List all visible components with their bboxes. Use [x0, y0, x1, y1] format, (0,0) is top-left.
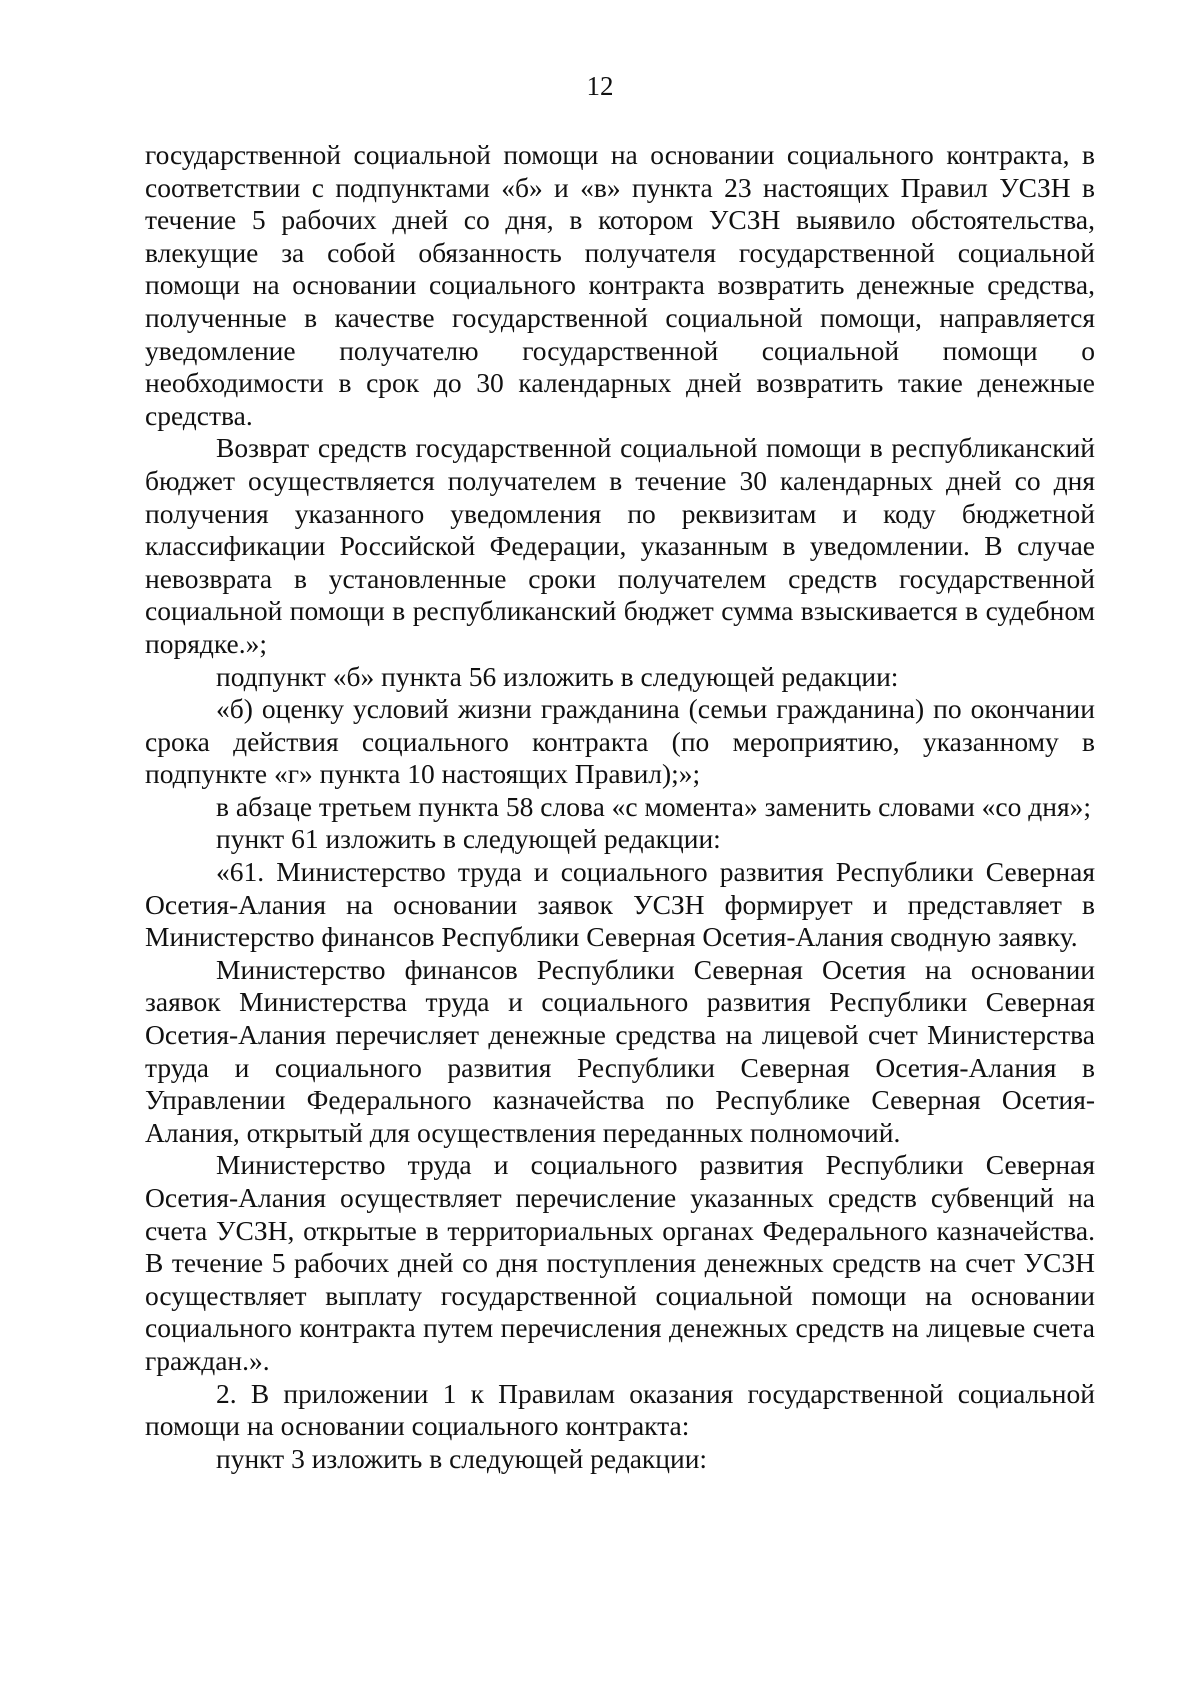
paragraph: «61. Министерство труда и социального развития Республики Северная Осетия-Алания на основании заявок УСЗН формирует и представляет в Министерство финансов Республики Северная Осетия-Алания сводную заявку.: [145, 856, 1095, 953]
paragraph: «б) оценку условий жизни гражданина (семьи гражданина) по окончании срока действия социального контракта (по мероприятию, указанному в подпункте «г» пункта 10 настоящих Правил);»;: [145, 693, 1095, 790]
paragraph: государственной социальной помощи на основании социального контракта, в соответствии с подпунктами «б» и «в» пункта 23 настоящих Правил УСЗН в течение 5 рабочих дней со дня, в котором УСЗН выявило обстоятельства, влекущие за собой обязанность получателя государственной социальной помощи на основании социального контракта возвратить денежные средства, полученные в качестве государственной социальной помощи, направляется уведомление получателю государственной социальной помощи о необходимости в срок до 30 календарных дней возвратить такие денежные средства.: [145, 139, 1095, 431]
paragraph: в абзаце третьем пункта 58 слова «с момента» заменить словами «со дня»;: [216, 790, 1091, 822]
paragraph: Министерство труда и социального развития Республики Северная Осетия-Алания осуществляет перечисление указанных средств субвенций на счета УСЗН, открытые в территориальных органах Федерального казначейства. В течение 5 рабочих дней со дня поступления денежных средств на счет УСЗН осуществляет выплату государственной социальной помощи на основании социального контракта путем перечисления денежных средств на лицевые счета граждан.».: [145, 1149, 1095, 1376]
paragraph: 2. В приложении 1 к Правилам оказания государственной социальной помощи на основании социального контракта:: [145, 1377, 1095, 1442]
paragraph: пункт 3 изложить в следующей редакции:: [216, 1442, 708, 1474]
paragraph: Возврат средств государственной социальной помощи в республиканский бюджет осуществляется получателем в течение 30 календарных дней со дня получения указанного уведомления по реквизитам и коду бюджетной классификации Российской Федерации, указанным в уведомлении. В случае невозврата в установленные сроки получателем средств государственной социальной помощи в республиканский бюджет сумма взыскивается в судебном порядке.»;: [145, 432, 1095, 659]
page-number: 12: [586, 71, 614, 101]
document-body: [145, 139, 1095, 1475]
paragraph: подпункт «б» пункта 56 изложить в следующей редакции:: [216, 660, 899, 692]
paragraph: пункт 61 изложить в следующей редакции:: [216, 823, 721, 855]
paragraph: Министерство финансов Республики Северная Осетия на основании заявок Министерства труда и социального развития Республики Северная Осетия-Алания перечисляет денежные средства на лицевой счет Министерства труда и социального развития Республики Северная Осетия-Алания в Управлении Федерального казначейства по Республике Северная Осетия-Алания, открытый для осуществления переданных полномочий.: [145, 953, 1095, 1148]
